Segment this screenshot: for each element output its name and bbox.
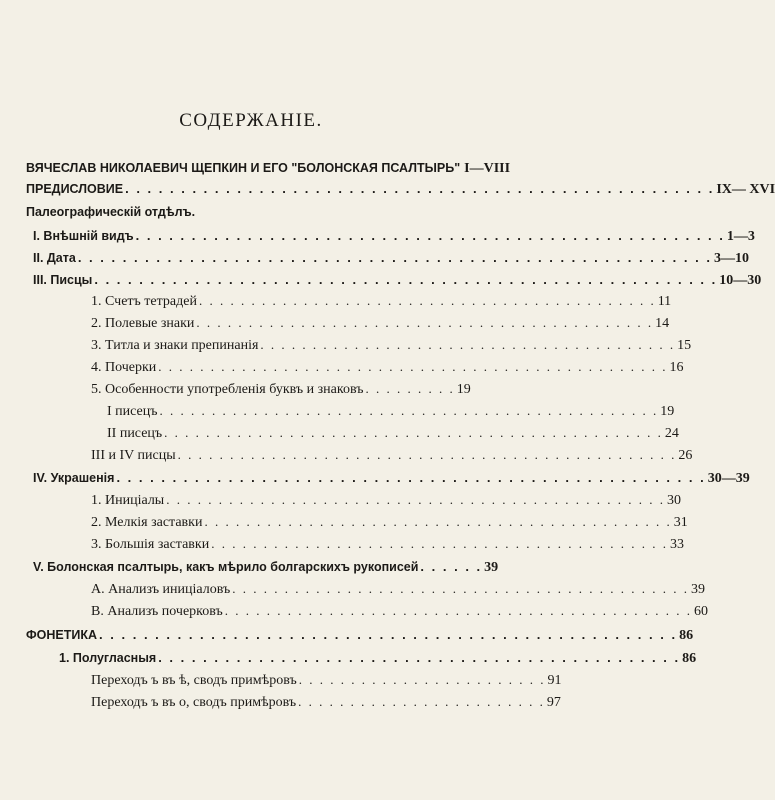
toc-entry <box>91 293 672 310</box>
toc-entry <box>33 272 762 289</box>
toc-entry <box>107 425 679 442</box>
toc-entry <box>91 381 471 398</box>
dot-leader: . . . . . . . . . . . . . . . . . . . . . . . . . . . . . . . . . . . . . . . . . . . . . . . . . . . . . <box>135 228 725 243</box>
toc-entry <box>107 403 675 420</box>
toc-entry-page: 30—39 <box>707 471 750 486</box>
dot-leader: . . . . . . . . . . . . . . . . . . . . . . . . . . . . . . . . . . . . . . . . . . . . . <box>204 514 672 529</box>
toc-entry <box>33 250 749 267</box>
toc-entry-label: 2. Полевые знаки <box>91 316 195 331</box>
toc-entry-label: V. Болонская псалтырь, какъ мѣрило болгарскихъ рукописей <box>33 560 419 574</box>
toc-entry <box>26 181 775 198</box>
toc-entry-page: 1—3 <box>726 229 755 244</box>
toc-entry-page: 39 <box>691 582 705 597</box>
toc-entry <box>33 228 755 245</box>
dot-leader: . . . . . . . . . . . . . . . . . . . . . . . . . . . . . . . . . . . . . . . . . . . . . . . . <box>166 492 665 507</box>
toc-entry <box>91 536 684 553</box>
toc-entry-page: 16 <box>669 360 684 375</box>
dot-leader: . . . . . . . . . . . . . . . . . . . . . . . . . . . . . . . . . . . . . . . . . . . . . . . . . . . . . <box>116 470 706 485</box>
dot-leader: . . . . . . . . . . . . . . . . . . . . . . . . . . . . . . . . . . . . . . . . . . . . <box>196 315 654 330</box>
page-title: СОДЕРЖАНІЕ. <box>179 110 323 131</box>
dot-leader: . . . . . . . . . <box>365 381 455 396</box>
toc-entry-page: 14 <box>655 316 670 331</box>
toc-entry-label: 3. Титла и знаки препинанія <box>91 338 259 353</box>
toc-entry <box>91 603 709 620</box>
toc-entry <box>91 447 693 464</box>
toc-entry-label: Переходъ ъ въ о, сводъ примѣровъ <box>91 695 297 710</box>
toc-entry-page: 30 <box>666 493 681 508</box>
toc-entry-page: 31 <box>673 515 688 530</box>
toc-entry <box>59 650 697 667</box>
dot-leader: . . . . . . . . . . . . . . . . . . . . . . . . <box>298 672 546 687</box>
toc-entry <box>91 514 688 531</box>
toc-entry <box>33 470 750 487</box>
toc-entry <box>33 559 499 576</box>
dot-leader: . . . . . . . . . . . . . . . . . . . . . . . . . . . . . . . . . . . . . . . . . . . . . . . . <box>159 403 659 418</box>
toc-entry-page: I—VIII <box>464 161 511 176</box>
toc-entry-page: 97 <box>546 695 561 710</box>
toc-entry <box>91 672 562 689</box>
toc-entry-label: II писецъ <box>107 426 163 441</box>
toc-entry-label: ФОНЕТИКА <box>26 628 98 642</box>
toc-entry-label: 1. Счетъ тетрадей <box>91 294 197 309</box>
toc-entry <box>91 315 670 332</box>
toc-entry-label: III и IV писцы <box>91 448 176 463</box>
dot-leader: . . . . . . . . . . . . . . . . . . . . . . . . . . . . . . . . . . . . . . . . . . . . . . . . . . . . . . . . <box>94 272 718 287</box>
dot-leader: . . . . . . . . . . . . . . . . . . . . . . . . . . . . . . . . . . . . . . . . . . . . . . . . . . . . . <box>125 181 715 196</box>
toc-entry-label: 5. Особенности употребленія буквъ и знаковъ <box>91 382 364 397</box>
toc-entry-page: 91 <box>547 673 562 688</box>
toc-entry-label: IV. Украшенія <box>33 471 115 485</box>
toc-entry-label: ПРЕДИСЛОВИЕ <box>26 182 124 196</box>
toc-entry-label: Палеографическій отдѣлъ. <box>26 205 196 219</box>
toc-entry-page: 19 <box>456 382 471 397</box>
toc-entry-label: I писецъ <box>107 404 158 419</box>
toc-entry-page: 11 <box>657 294 672 309</box>
dot-leader: . . . . . . . . . . . . . . . . . . . . . . . . . . . . . . . . . . . . . . . . <box>260 337 676 352</box>
toc-entry-label: В. Анализъ почерковъ <box>91 604 223 619</box>
toc-entry-page: 39 <box>484 560 499 575</box>
toc-entry-page: IX— XVI <box>716 182 775 197</box>
toc-entry <box>91 694 561 711</box>
toc-entry-page: 33 <box>669 537 684 552</box>
toc-entry <box>91 337 692 354</box>
toc-entry-label: II. Дата <box>33 251 76 265</box>
toc-entry-label: III. Писцы <box>33 273 93 287</box>
toc-entry-label: 3. Большія заставки <box>91 537 210 552</box>
toc-entry-label: 4. Почерки <box>91 360 157 375</box>
toc-entry-page: 26 <box>678 448 693 463</box>
dot-leader: . . . . . . . . . . . . . . . . . . . . . . . . . . . . . . . . . . . . . . . . . . . . . . . . <box>164 425 663 440</box>
dot-leader: . . . . . . . . . . . . . . . . . . . . . . . . . . . . . . . . . . . . . . . . . . . . . . . . . . . . . . . . . <box>77 250 712 265</box>
toc-entry-label: Переходъ ъ въ ѣ, сводъ примѣровъ <box>91 673 297 688</box>
toc-entry-label: I. Внѣшній видъ <box>33 229 134 243</box>
toc-entry-page: 60 <box>694 604 709 619</box>
dot-leader: . . . . . . . . . . . . . . . . . . . . . . . . . . . . . . . . . . . . . . . . . . . . <box>211 536 668 551</box>
toc-entry-label: 1. Полугласныя <box>59 651 157 665</box>
toc-entry-page: 10—30 <box>719 273 762 288</box>
dot-leader: . . . . . . . . . . . . . . . . . . . . . . . . . . . . . . . . . . . . . . . . . . . . . . . . <box>177 447 677 462</box>
toc-entry-label: А. Анализъ иниціаловъ <box>91 582 231 597</box>
toc-entry-page: 24 <box>664 426 679 441</box>
dot-leader: . . . . . . . . . . . . . . . . . . . . . . . . . . . . . . . . . . . . . . . . . . . . . . . <box>158 650 681 665</box>
dot-leader: . . . . . . . . . . . . . . . . . . . . . . . . . . . . . . . . . . . . . . . . . . . . . . . . . <box>158 359 668 374</box>
toc-entry <box>91 492 681 509</box>
dot-leader: . . . . . . <box>420 559 483 574</box>
toc-entry-label: 1. Иниціалы <box>91 493 165 508</box>
toc-entry-page: 19 <box>660 404 675 419</box>
toc-entry-page: 86 <box>679 628 694 643</box>
dot-leader: . . . . . . . . . . . . . . . . . . . . . . . . . . . . . . . . . . . . . . . . . . . . . <box>224 603 693 618</box>
toc-entry <box>26 160 511 177</box>
toc-entry-label: 2. Мелкія заставки <box>91 515 203 530</box>
toc-entry-page: 3—10 <box>713 251 749 266</box>
toc-entry-page: 86 <box>682 651 697 666</box>
toc-entry-page: 15 <box>677 338 692 353</box>
toc-entry <box>26 627 694 644</box>
toc-section-heading <box>26 205 478 219</box>
toc-entry-label: ВЯЧЕСЛАВ НИКОЛАЕВИЧ ЩЕПКИН И ЕГО "БОЛОНСКАЯ ПСАЛТЫРЬ" <box>26 161 461 175</box>
toc-entry <box>91 359 684 376</box>
dot-leader: . . . . . . . . . . . . . . . . . . . . . . . . <box>298 694 545 709</box>
dot-leader: . . . . . . . . . . . . . . . . . . . . . . . . . . . . . . . . . . . . . . . . . . . . <box>232 581 689 596</box>
toc-entry <box>91 581 705 598</box>
dot-leader: . . . . . . . . . . . . . . . . . . . . . . . . . . . . . . . . . . . . . . . . . . . . . . . . . . . . <box>99 627 678 642</box>
dot-leader: . . . . . . . . . . . . . . . . . . . . . . . . . . . . . . . . . . . . . . . . . . . . <box>198 293 656 308</box>
